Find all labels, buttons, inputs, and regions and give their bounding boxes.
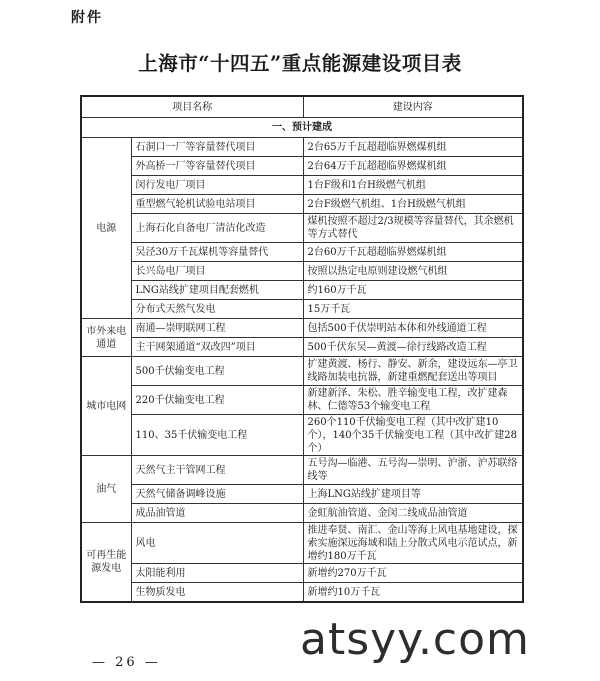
category-power-source: 电源 — [81, 138, 131, 319]
project-content: 扩建黄渡、杨行、静安、新余，建设远东—亭卫线路加装电抗器，新建重燃配套送出等项目 — [303, 357, 523, 386]
table-row — [81, 485, 523, 504]
attachment-label: 附件 — [71, 10, 103, 26]
category-renewable-energy: 可再生能源发电 — [81, 523, 131, 603]
table-row — [81, 281, 523, 300]
project-name: 南通—崇明联网工程 — [131, 319, 303, 338]
energy-projects-table — [80, 95, 524, 603]
page-title: 上海市“十四五”重点能源建设项目表 — [138, 52, 462, 75]
table-row — [81, 504, 523, 523]
table-row — [81, 564, 523, 583]
section-title: 一、预计建成 — [81, 118, 523, 138]
table-row — [81, 214, 523, 243]
project-content: 15万千瓦 — [303, 300, 523, 319]
table-row — [81, 456, 523, 485]
header-construction-content: 建设内容 — [303, 96, 523, 118]
table-row — [81, 176, 523, 195]
project-content: 推进奉贤、南汇、金山等海上风电基地建设，探索实施深远海域和陆上分散式风电示范试点，新增约180万千瓦 — [303, 523, 523, 564]
category-urban-grid: 城市电网 — [81, 357, 131, 456]
project-name: LNG站线扩建项目配套燃机 — [131, 281, 303, 300]
project-content: 上海LNG站线扩建项目等 — [303, 485, 523, 504]
project-content: 按照以热定电原则建设燃气机组 — [303, 262, 523, 281]
category-external-power-channel: 市外来电通道 — [81, 319, 131, 357]
project-name: 闵行发电厂项目 — [131, 176, 303, 195]
project-content: 260个110千伏输变电工程（其中改扩建10个），140个35千伏输变电工程（其中改扩建28个） — [303, 415, 523, 456]
project-content: 500千伏东吴—黄渡—徐行线路改造工程 — [303, 338, 523, 357]
project-name: 分布式天然气发电 — [131, 300, 303, 319]
table-row — [81, 415, 523, 456]
project-name: 220千伏输变电工程 — [131, 386, 303, 415]
project-name: 500千伏输变电工程 — [131, 357, 303, 386]
project-content: 2台65万千瓦超超临界燃煤机组 — [303, 138, 523, 157]
project-content: 新建新泽、朱松、胜辛输变电工程，改扩建森林、仁德等53个输变电工程 — [303, 386, 523, 415]
table-row — [81, 357, 523, 386]
table-row — [81, 138, 523, 157]
project-content: 新增约10万千瓦 — [303, 583, 523, 603]
project-name: 长兴岛电厂项目 — [131, 262, 303, 281]
project-name: 重型燃气轮机试验电站项目 — [131, 195, 303, 214]
project-content: 2台F级燃气机组、1台H级燃气机组 — [303, 195, 523, 214]
project-name: 吴泾30万千瓦煤机等容量替代 — [131, 243, 303, 262]
table-row — [81, 195, 523, 214]
table-row — [81, 157, 523, 176]
page-number: — 26 — — [92, 655, 161, 670]
project-content: 新增约270万千瓦 — [303, 564, 523, 583]
project-content: 2台64万千瓦超超临界燃煤机组 — [303, 157, 523, 176]
table-row — [81, 262, 523, 281]
project-content: 约160万千瓦 — [303, 281, 523, 300]
category-oil-gas: 油气 — [81, 456, 131, 523]
project-name: 外高桥一厂等容量替代项目 — [131, 157, 303, 176]
table-row — [81, 386, 523, 415]
project-content: 五号沟—临港、五号沟—崇明、沪浙、沪苏联络线等 — [303, 456, 523, 485]
project-content: 包括500千伏崇明站本体和外线通道工程 — [303, 319, 523, 338]
table-row — [81, 523, 523, 564]
project-name: 主干网架通道“双改四”项目 — [131, 338, 303, 357]
project-content: 2台60万千瓦超超临界燃煤机组 — [303, 243, 523, 262]
project-name: 上海石化自备电厂清洁化改造 — [131, 214, 303, 243]
table-row — [81, 300, 523, 319]
table-header-row — [81, 96, 523, 118]
project-name: 生物质发电 — [131, 583, 303, 603]
table-row — [81, 338, 523, 357]
project-content: 金虹航油管道、金闵二线成品油管道 — [303, 504, 523, 523]
table-row — [81, 243, 523, 262]
project-name: 天然气储备调峰设施 — [131, 485, 303, 504]
table-row — [81, 583, 523, 603]
project-name: 110、35千伏输变电工程 — [131, 415, 303, 456]
project-name: 天然气主干管网工程 — [131, 456, 303, 485]
watermark-text: atsyy.com — [300, 614, 530, 665]
project-name: 太阳能利用 — [131, 564, 303, 583]
project-content: 煤机按照不超过2/3规模等容量替代，其余燃机等方式替代 — [303, 214, 523, 243]
project-content: 1台F级和1台H级燃气机组 — [303, 176, 523, 195]
project-name: 成品油管道 — [131, 504, 303, 523]
header-project-name: 项目名称 — [81, 96, 303, 118]
project-name: 风电 — [131, 523, 303, 564]
table-row — [81, 319, 523, 338]
section-row — [81, 118, 523, 138]
project-name: 石洞口一厂等容量替代项目 — [131, 138, 303, 157]
